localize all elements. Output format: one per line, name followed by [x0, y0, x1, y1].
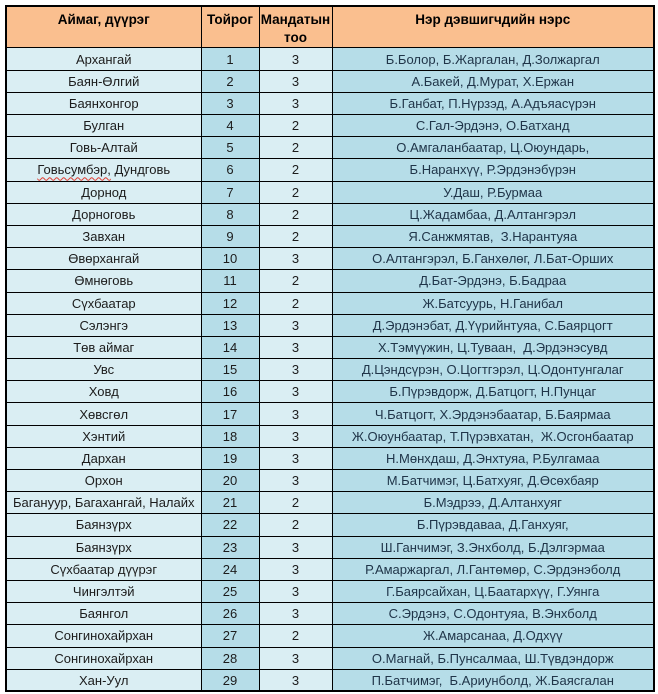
aimag-cell: [6, 70, 201, 92]
mandat-value: 2: [291, 495, 300, 511]
aimag-cell: [6, 181, 201, 203]
table-row: [6, 381, 654, 403]
table-row: [6, 115, 654, 137]
names-cell: [332, 514, 654, 536]
mandat-value: 2: [291, 184, 300, 200]
names-value: Ц.Жадамбаа, Д.Алтангэрэл: [409, 206, 576, 222]
mandat-cell: [259, 70, 332, 92]
names-value: Я.Санжмятав, З.Нарантуяа: [408, 229, 578, 245]
header-mandat: Мандатын тоо: [259, 6, 332, 48]
mandat-cell: [259, 137, 332, 159]
header-row: [6, 6, 654, 48]
names-cell: [332, 536, 654, 558]
names-value: С.Гал-Эрдэнэ, О.Батханд: [415, 118, 570, 134]
header-aimag: Аймаг, дүүрэг: [6, 6, 201, 48]
names-cell: [332, 48, 654, 70]
aimag-value: Булган: [83, 118, 125, 134]
toirog-cell: [201, 603, 259, 625]
aimag-cell: [6, 270, 201, 292]
aimag-value: Сүхбаатар: [71, 295, 136, 311]
toirog-cell: [201, 536, 259, 558]
aimag-value: Баянгол: [79, 606, 129, 622]
names-value: Д.Бат-Эрдэнэ, Б.Бадраа: [419, 273, 567, 289]
mandat-cell: [259, 536, 332, 558]
names-cell: [332, 115, 654, 137]
toirog-cell: [201, 115, 259, 137]
names-value: Г.Баярсайхан, Ц.Баатархүү, Г.Уянга: [386, 584, 600, 600]
names-cell: [332, 336, 654, 358]
aimag-value: Баянзүрх: [75, 517, 132, 533]
toirog-value: 15: [222, 362, 238, 378]
toirog-value: 11: [223, 273, 237, 289]
mandat-value: 3: [291, 539, 300, 555]
toirog-value: 18: [222, 428, 238, 444]
mandat-cell: [259, 647, 332, 669]
names-cell: [332, 492, 654, 514]
aimag-cell: [6, 359, 201, 381]
names-cell: [332, 625, 654, 647]
mandat-cell: [259, 115, 332, 137]
table-row: [6, 181, 654, 203]
names-value: А.Бакей, Д.Мурат, Х.Ержан: [411, 73, 575, 89]
toirog-cell: [201, 336, 259, 358]
toirog-cell: [201, 314, 259, 336]
aimag-value: Өвөрхангай: [68, 251, 140, 267]
names-cell: [332, 647, 654, 669]
mandat-value: 3: [291, 406, 300, 422]
names-cell: [332, 603, 654, 625]
mandat-cell: [259, 159, 332, 181]
mandat-value: 3: [291, 606, 300, 622]
mandat-cell: [259, 314, 332, 336]
aimag-value: Завхан: [82, 229, 126, 245]
aimag-value: Хэнтий: [82, 428, 126, 444]
names-cell: [332, 669, 654, 691]
names-value: Ж.Оюунбаатар, Т.Пүрэвхатан, Ж.Осгонбаатар: [351, 428, 634, 444]
mandat-cell: [259, 92, 332, 114]
mandat-value: 3: [291, 672, 300, 688]
aimag-value: Өмнөговь: [74, 273, 134, 289]
names-cell: [332, 159, 654, 181]
toirog-value: 25: [222, 584, 238, 600]
toirog-value: 28: [222, 650, 238, 666]
mandat-value: 2: [291, 140, 300, 156]
names-cell: [332, 92, 654, 114]
mandat-value: 3: [291, 428, 300, 444]
mandat-value: 2: [291, 295, 300, 311]
candidates-table: [5, 5, 655, 692]
aimag-cell: [6, 159, 201, 181]
mandat-cell: [259, 603, 332, 625]
names-cell: [332, 270, 654, 292]
mandat-value: 3: [291, 650, 300, 666]
aimag-value: Баянхонгор: [68, 95, 139, 111]
names-value: М.Батчимэг, Ц.Батхуяг, Д.Өсөхбаяр: [386, 473, 599, 489]
mandat-cell: [259, 381, 332, 403]
mandat-cell: [259, 558, 332, 580]
names-value: Б.Мэдрээ, Д.Алтанхуяг: [423, 495, 562, 511]
aimag-cell: [6, 536, 201, 558]
aimag-value: Увс: [93, 362, 115, 378]
aimag-cell: [6, 470, 201, 492]
mandat-value: 2: [291, 118, 300, 134]
toirog-value: 16: [222, 384, 238, 400]
names-cell: [332, 447, 654, 469]
aimag-cell: [6, 203, 201, 225]
toirog-value: 9: [226, 229, 234, 245]
mandat-cell: [259, 292, 332, 314]
mandat-value: 3: [291, 251, 300, 267]
aimag-value: Багануур, Багахангай, Налайх: [12, 495, 195, 511]
names-value: Н.Мөнхдаш, Д.Энхтуяа, Р.Булгамаа: [386, 450, 600, 466]
toirog-value: 3: [226, 95, 234, 111]
toirog-value: 26: [222, 606, 238, 622]
toirog-value: 12: [222, 295, 238, 311]
names-cell: [332, 425, 654, 447]
aimag-value: Баян-Өлгий: [68, 73, 140, 89]
mandat-cell: [259, 580, 332, 602]
names-value: Б.Пүрэвдаваа, Д.Ганхуяг,: [416, 517, 569, 533]
table-row: [6, 470, 654, 492]
aimag-cell: [6, 558, 201, 580]
toirog-cell: [201, 359, 259, 381]
aimag-cell: [6, 92, 201, 114]
toirog-cell: [201, 425, 259, 447]
table-row: [6, 292, 654, 314]
table-row: [6, 48, 654, 70]
toirog-cell: [201, 492, 259, 514]
mandat-value: 3: [291, 317, 300, 333]
mandat-cell: [259, 514, 332, 536]
table-row: [6, 447, 654, 469]
mandat-value: 2: [291, 517, 300, 533]
names-value: Р.Амаржаргал, Л.Гантөмөр, С.Эрдэнэболд: [365, 561, 621, 577]
aimag-value: Сонгинохайрхан: [54, 628, 154, 644]
aimag-cell: [6, 403, 201, 425]
names-cell: [332, 70, 654, 92]
mandat-value: 3: [291, 51, 300, 67]
table-row: [6, 669, 654, 691]
table-body: [6, 48, 654, 691]
names-cell: [332, 292, 654, 314]
aimag-cell: [6, 314, 201, 336]
names-value: С.Эрдэнэ, С.Одонтуяа, В.Энхболд: [388, 606, 597, 622]
names-cell: [332, 558, 654, 580]
names-cell: [332, 314, 654, 336]
aimag-value: Чингэлтэй: [72, 584, 135, 600]
toirog-value: 23: [222, 539, 238, 555]
aimag-value: Дундговь: [110, 162, 171, 178]
mandat-cell: [259, 225, 332, 247]
mandat-cell: [259, 625, 332, 647]
names-value: Х.Тэмүүжин, Ц.Туваан, Д.Эрдэнэсувд: [377, 339, 608, 355]
names-cell: [332, 403, 654, 425]
toirog-value: 19: [222, 450, 238, 466]
toirog-value: 21: [222, 495, 238, 511]
aimag-cell: [6, 447, 201, 469]
names-cell: [332, 359, 654, 381]
mandat-value: 3: [291, 73, 300, 89]
aimag-cell: [6, 625, 201, 647]
toirog-value: 5: [226, 140, 234, 156]
table-row: [6, 159, 654, 181]
aimag-value: Орхон: [84, 473, 123, 489]
aimag-cell: [6, 292, 201, 314]
names-cell: [332, 225, 654, 247]
table-row: [6, 425, 654, 447]
table-row: [6, 558, 654, 580]
header-toirog: Тойрог: [201, 6, 259, 48]
aimag-cell: [6, 336, 201, 358]
mandat-cell: [259, 403, 332, 425]
names-value: Б.Наранхүү, Р.Эрдэнэбүрэн: [409, 162, 576, 178]
aimag-value: Төв аймаг: [73, 339, 135, 355]
toirog-cell: [201, 403, 259, 425]
mandat-value: 3: [291, 95, 300, 111]
aimag-cell: [6, 580, 201, 602]
mandat-value: 3: [291, 473, 300, 489]
toirog-value: 10: [222, 251, 238, 267]
mandat-cell: [259, 425, 332, 447]
toirog-cell: [201, 225, 259, 247]
names-value: Д.Цэндсүрэн, О.Цогтгэрэл, Ц.Одонтунгалаг: [361, 362, 624, 378]
mandat-cell: [259, 447, 332, 469]
toirog-cell: [201, 203, 259, 225]
mandat-cell: [259, 48, 332, 70]
mandat-cell: [259, 270, 332, 292]
mandat-cell: [259, 492, 332, 514]
mandat-value: 3: [291, 561, 300, 577]
names-value: Б.Болор, Б.Жаргалан, Д.Золжаргал: [385, 51, 600, 67]
toirog-cell: [201, 580, 259, 602]
toirog-cell: [201, 270, 259, 292]
aimag-cell: [6, 492, 201, 514]
names-value: О.Магнай, Б.Пунсалмаа, Ш.Түвдэндорж: [371, 650, 614, 666]
aimag-value: Дархан: [81, 450, 126, 466]
names-cell: [332, 381, 654, 403]
toirog-cell: [201, 558, 259, 580]
table-row: [6, 514, 654, 536]
toirog-value: 20: [222, 473, 238, 489]
toirog-value: 17: [222, 406, 238, 422]
table-row: [6, 137, 654, 159]
names-value: П.Батчимэг, Б.Ариунболд, Ж.Баясгалан: [371, 672, 614, 688]
aimag-cell: [6, 225, 201, 247]
aimag-value: Сүхбаатар дүүрэг: [50, 561, 158, 577]
names-cell: [332, 137, 654, 159]
names-cell: [332, 470, 654, 492]
names-cell: [332, 181, 654, 203]
names-value: Ж.Батсуурь, Н.Ганибал: [422, 295, 563, 311]
toirog-cell: [201, 92, 259, 114]
table-row: [6, 580, 654, 602]
aimag-value: Хан-Уул: [79, 672, 129, 688]
table-row: [6, 359, 654, 381]
aimag-cell: [6, 381, 201, 403]
toirog-cell: [201, 647, 259, 669]
toirog-cell: [201, 514, 259, 536]
aimag-cell: [6, 137, 201, 159]
mandat-value: 2: [291, 273, 300, 289]
aimag-value: Говь-Алтай: [69, 140, 138, 156]
mandat-cell: [259, 359, 332, 381]
toirog-value: 1: [226, 51, 234, 67]
names-value: Ч.Батцогт, Х.Эрдэнэбаатар, Б.Баярмаа: [374, 406, 611, 422]
toirog-cell: [201, 181, 259, 203]
table-row: [6, 270, 654, 292]
toirog-value: 22: [222, 517, 238, 533]
mandat-value: 2: [291, 162, 300, 178]
toirog-cell: [201, 159, 259, 181]
toirog-cell: [201, 70, 259, 92]
aimag-cell: [6, 115, 201, 137]
toirog-value: 27: [222, 628, 238, 644]
table-row: [6, 336, 654, 358]
mandat-value: 3: [291, 584, 300, 600]
names-value: О.Алтангэрэл, Б.Ганхөлөг, Л.Бат-Орших: [372, 251, 614, 267]
toirog-cell: [201, 292, 259, 314]
names-value: У.Даш, Р.Бурмаа: [443, 184, 543, 200]
table-row: [6, 403, 654, 425]
names-value: Б.Пүрэвдорж, Д.Батцогт, Н.Пунцаг: [389, 384, 597, 400]
mandat-value: 3: [291, 362, 300, 378]
toirog-cell: [201, 625, 259, 647]
mandat-value: 3: [291, 384, 300, 400]
names-cell: [332, 203, 654, 225]
toirog-value: 24: [222, 561, 238, 577]
table-row: [6, 92, 654, 114]
table-row: [6, 225, 654, 247]
header-names: Нэр дэвшигчдийн нэрс: [332, 6, 654, 48]
mandat-cell: [259, 470, 332, 492]
aimag-cell: [6, 48, 201, 70]
aimag-value: Дорноговь: [72, 206, 136, 222]
table-header: [6, 6, 654, 48]
table-row: [6, 603, 654, 625]
aimag-value: Дорнод: [81, 184, 127, 200]
table-row: [6, 625, 654, 647]
aimag-value: Хөвсгөл: [79, 406, 129, 422]
names-value: Б.Ганбат, П.Нүрзэд, А.Адъяасүрэн: [389, 95, 596, 111]
aimag-cell: [6, 669, 201, 691]
names-cell: [332, 580, 654, 602]
toirog-cell: [201, 381, 259, 403]
mandat-value: 2: [291, 206, 300, 222]
toirog-value: 13: [222, 317, 238, 333]
aimag-value: Баянзүрх: [75, 539, 132, 555]
mandat-cell: [259, 181, 332, 203]
toirog-value: 4: [226, 118, 234, 134]
aimag-cell: [6, 248, 201, 270]
table-row: [6, 536, 654, 558]
aimag-cell: [6, 514, 201, 536]
mandat-cell: [259, 336, 332, 358]
toirog-cell: [201, 669, 259, 691]
mandat-cell: [259, 669, 332, 691]
mandat-value: 2: [291, 229, 300, 245]
toirog-cell: [201, 48, 259, 70]
names-cell: [332, 248, 654, 270]
table-row: [6, 492, 654, 514]
toirog-cell: [201, 470, 259, 492]
aimag-value: Архангай: [76, 51, 132, 67]
names-value: О.Амгаланбаатар, Ц.Оюундарь,: [396, 140, 590, 156]
table-row: [6, 647, 654, 669]
aimag-misspelled-text: Говьсумбэр,: [37, 162, 111, 178]
toirog-cell: [201, 137, 259, 159]
toirog-cell: [201, 447, 259, 469]
mandat-value: 2: [291, 628, 300, 644]
mandat-cell: [259, 203, 332, 225]
toirog-value: 8: [226, 206, 234, 222]
mandat-value: 3: [291, 450, 300, 466]
names-value: Ж.Амарсанаа, Д.Одхүү: [422, 628, 563, 644]
table-row: [6, 314, 654, 336]
toirog-value: 2: [226, 73, 234, 89]
toirog-value: 7: [226, 184, 234, 200]
aimag-cell: [6, 603, 201, 625]
toirog-cell: [201, 248, 259, 270]
aimag-value: Ховд: [88, 384, 119, 400]
toirog-value: 29: [222, 672, 238, 688]
names-value: Ш.Ганчимэг, З.Энхболд, Б.Дэлгэрмаа: [380, 539, 605, 555]
mandat-value: 3: [291, 339, 300, 355]
mandat-cell: [259, 248, 332, 270]
names-value: Д.Эрдэнэбат, Д.Үүрийнтуяа, С.Баярцогт: [372, 317, 613, 333]
aimag-value: Сонгинохайрхан: [54, 650, 154, 666]
table-row: [6, 70, 654, 92]
aimag-value: Сэлэнгэ: [79, 317, 128, 333]
toirog-value: 6: [226, 162, 234, 178]
toirog-value: 14: [222, 339, 238, 355]
aimag-cell: [6, 425, 201, 447]
table-row: [6, 248, 654, 270]
table-row: [6, 203, 654, 225]
aimag-cell: [6, 647, 201, 669]
